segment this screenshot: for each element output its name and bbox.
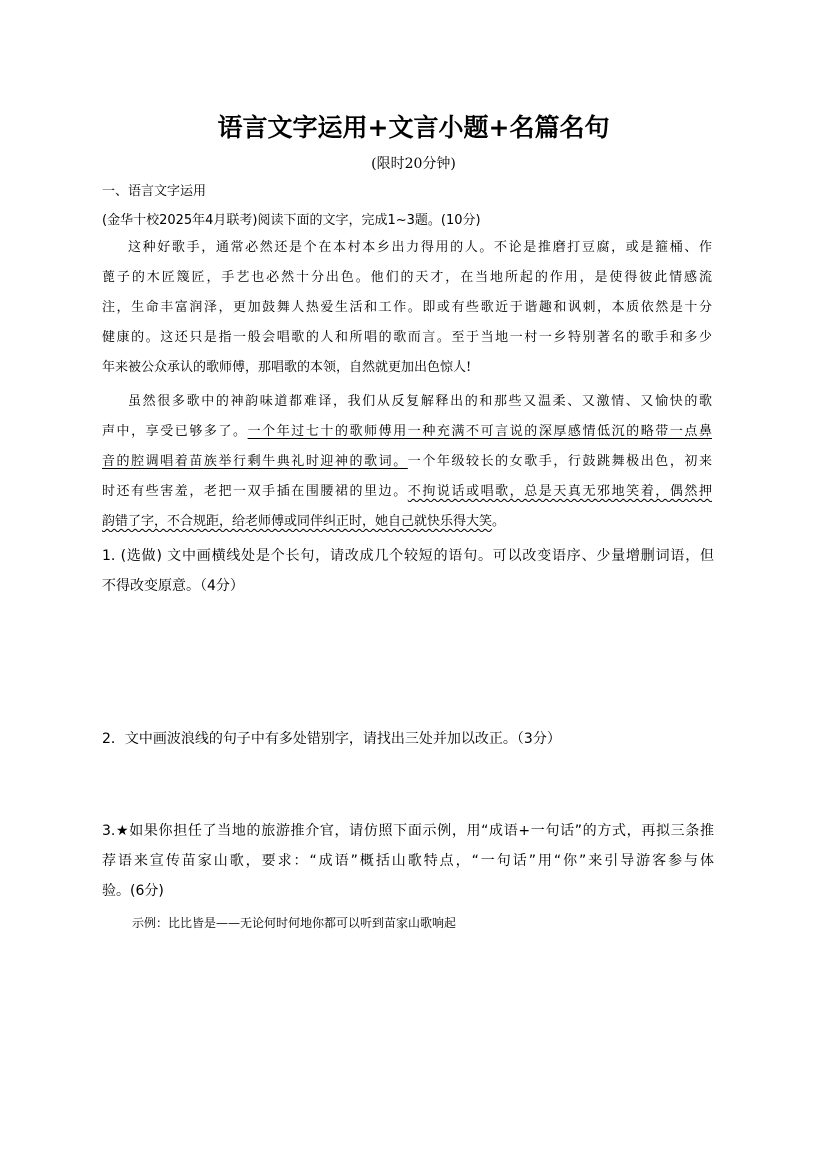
passage-line	[102, 422, 712, 442]
passage-intro: (金华十校2025年4月联考)阅读下面的文字，完成1~3题。(10分)	[102, 213, 481, 228]
wavy-underlined-sentence: 韵错了字，不合规距，给老师傅或同伴纠正时，她自己就快乐得大笑	[102, 514, 493, 529]
passage-line: 蓖子的木匠篾匠，手艺也必然十分出色。他们的天才，在当地所起的作用，是使得彼此情感流	[102, 270, 712, 285]
wavy-underlined-sentence: 不拘说话或唱歌，总是天真无邪地笑着，偶然押	[407, 484, 712, 499]
question-1-cont: 不得改变原意。（4分）	[102, 578, 244, 594]
passage-line: 年来被公众承认的歌师傅，那唱歌的本领，自然就更加出色惊人!	[102, 360, 472, 375]
passage-line	[102, 512, 712, 532]
plain-text: 。	[492, 514, 506, 529]
plain-text: 声中，享受已够多了。	[102, 424, 248, 439]
question-3-cont: 验。(6分)	[102, 883, 164, 899]
example-text: 示例：比比皆是——无论何时何地你都可以听到苗家山歌响起	[132, 916, 457, 930]
passage-line: 健康的。这还只是指一般会唱歌的人和所唱的歌而言。至于当地一村一乡特别著名的歌手和多少	[102, 330, 712, 345]
question-2: 2．文中画波浪线的句子中有多处错别字，请找出三处并加以改正。（3分）	[102, 731, 561, 747]
page-title: 语言文字运用+文言小题+名篇名句	[217, 113, 610, 142]
question-3: 3.★如果你担任了当地的旅游推介官，请仿照下面示例，用“成语+一句话”的方式，再拟三条推	[102, 823, 714, 839]
passage-line: 注，生命丰富润泽，更加鼓舞人热爱生活和工作。即或有些歌近于谐趣和讽刺，本质依然是十分	[102, 300, 712, 315]
passage-line	[102, 452, 712, 472]
time-limit: (限时20分钟)	[371, 156, 456, 172]
passage-line	[102, 482, 712, 502]
passage-line: 这种好歌手，通常必然还是个在本村本乡出力得用的人。不论是推磨打豆腐，或是箍桶、作	[128, 240, 712, 255]
plain-text: 一个年级较长的女歌手，行鼓跳舞极出色，初来	[407, 454, 712, 469]
underlined-long-sentence: 一个年过七十的歌师傅用一种充满不可言说的深厚感情低沉的略带一点鼻	[247, 424, 712, 439]
section-heading: 一、语言文字运用	[102, 184, 207, 199]
plain-text: 时还有些害羞，老把一双手插在围腰裙的里边。	[102, 484, 408, 499]
passage-line: 虽然很多歌中的神韵味道都难译，我们从反复解释出的和那些又温柔、又激情、又愉快的歌	[128, 394, 712, 409]
question-1: 1. (选做) 文中画横线处是个长句，请改成几个较短的语句。可以改变语序、少量增删词语，但	[102, 548, 714, 564]
underlined-long-sentence: 音的腔调唱着苗族举行剩牛典礼时迎神的歌词。	[102, 454, 408, 469]
question-3-cont: 荐语来宣传苗家山歌，要求：“成语”概括山歌特点，“一句话”用“你”来引导游客参与体	[102, 853, 714, 869]
